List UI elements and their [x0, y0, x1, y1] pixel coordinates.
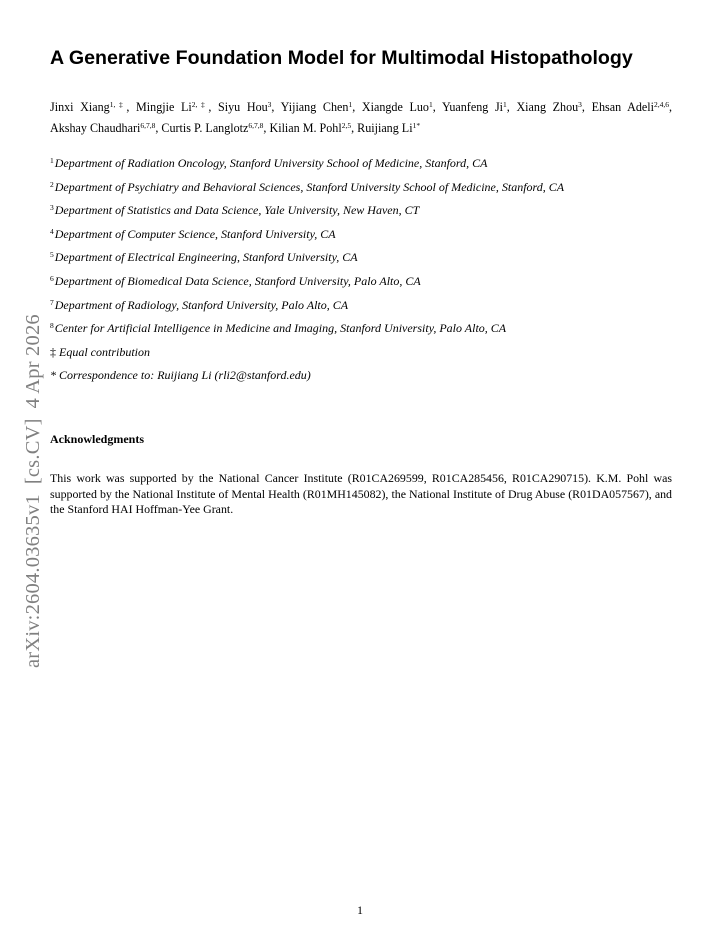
author-separator: , [155, 121, 162, 135]
author [50, 121, 155, 135]
author [442, 100, 507, 114]
author [592, 100, 669, 114]
affiliation-text: Department of Radiology, Stanford University, Palo Alto, CA [54, 297, 349, 312]
author-separator: , [432, 100, 442, 114]
arxiv-category: [cs.CV] [22, 418, 44, 485]
affiliation [50, 201, 680, 225]
author [362, 100, 433, 114]
page-number: 1 [357, 903, 363, 917]
affiliation-text: Department of Radiation Oncology, Stanford University School of Medicine, Stanford, CA [54, 156, 488, 170]
affiliation-number: 6 [50, 273, 54, 283]
affiliation-text: Center for Artificial Intelligence in Medicine and Imaging, Stanford University, Palo Alto, CA [54, 321, 507, 336]
author-name: Ehsan Adeli [591, 100, 654, 114]
author-affiliation-marker: 6,7,8 [248, 121, 264, 130]
author [50, 100, 126, 114]
author-name: Ruijiang Li [357, 121, 413, 135]
affiliation [50, 248, 680, 272]
author [269, 121, 351, 135]
correspondence-symbol: * [50, 368, 56, 383]
affiliation-number: 7 [50, 297, 54, 307]
author-affiliation-marker: 3 [267, 100, 272, 109]
correspondence-note [50, 366, 680, 390]
affiliation-text: Department of Psychiatry and Behavioral Sciences, Stanford University School of Medicine, Stanford, CA [54, 179, 565, 194]
author-affiliation-marker: 1* [412, 121, 421, 130]
affiliation-number: 1 [50, 156, 54, 165]
author [218, 100, 271, 114]
affiliation [50, 319, 680, 343]
acknowledgments-text: This work was supported by the National Cancer Institute (R01CA269599, R01CA285456, R01CA290715). K.M. Pohl was supported by the National Institute of Mental Health (R01MH145082), the National Institute of Drug Abuse (R01DA057567), and the Stanford HAI Hoffman-Yee Grant. [50, 471, 672, 517]
author-separator: , [581, 100, 592, 114]
author-name: Kilian M. Pohl [269, 121, 342, 135]
affiliation-number: 2 [50, 179, 54, 189]
affiliation [50, 296, 680, 320]
author-name: Yijiang Chen [280, 100, 349, 114]
author [357, 121, 420, 135]
author-name: Curtis P. Langlotz [161, 121, 249, 135]
author-name: Akshay Chaudhari [50, 121, 141, 135]
author-name: Siyu Hou [218, 100, 268, 114]
acknowledgments-heading: Acknowledgments [50, 432, 145, 446]
author [516, 100, 581, 114]
arxiv-id: arXiv:2604.03635v1 [22, 494, 44, 668]
author-name: Xiang Zhou [516, 100, 579, 114]
author-separator: , [263, 121, 270, 135]
author-separator: , [271, 100, 281, 114]
author-name: Jinxi Xiang [50, 100, 110, 114]
affiliation-number: 8 [50, 321, 54, 331]
affiliation-text: Department of Biomedical Data Science, Stanford University, Palo Alto, CA [54, 273, 421, 288]
affiliation-text: Department of Electrical Engineering, Stanford University, CA [54, 250, 358, 265]
affiliation [50, 272, 680, 296]
author-affiliation-marker: 1 [503, 100, 507, 109]
author-separator: , [208, 100, 219, 114]
affiliation-number: 5 [50, 250, 54, 260]
author-separator: , [351, 121, 358, 135]
affiliation-number: 3 [50, 203, 54, 213]
author-name: Mingjie Li [136, 100, 192, 114]
author-separator: , [126, 100, 137, 114]
author-affiliation-marker: 3 [578, 100, 582, 109]
author-separator: , [669, 100, 673, 114]
author-affiliation-marker: 2,‡ [191, 100, 209, 109]
author-affiliation-marker: 2,5 [341, 121, 352, 130]
affiliation-text: Department of Statistics and Data Science, Yale University, New Haven, CT [54, 203, 420, 218]
author-affiliation-marker: 1,‡ [109, 100, 127, 109]
affiliation [50, 225, 680, 249]
affiliation-list [50, 154, 680, 390]
affiliation [50, 154, 680, 178]
arxiv-stamp [22, 304, 45, 668]
author-list [50, 97, 672, 139]
affiliation [50, 178, 680, 202]
author-separator: , [506, 100, 517, 114]
author-affiliation-marker: 2,4,6 [654, 100, 669, 109]
author-name: Xiangde Luo [361, 100, 429, 114]
correspondence-text: Correspondence to: Ruijiang Li (rli2@stanford.edu) [59, 368, 311, 383]
equal-contribution-symbol: ‡ [50, 344, 56, 359]
author-name: Yuanfeng Ji [441, 100, 504, 114]
author [281, 100, 353, 114]
equal-contribution-note [50, 343, 680, 367]
arxiv-date: 4 Apr 2026 [22, 314, 44, 409]
affiliation-text: Department of Computer Science, Stanford University, CA [54, 226, 336, 241]
paper-title: A Generative Foundation Model for Multimodal Histopathology [50, 47, 633, 69]
author-affiliation-marker: 6,7,8 [140, 121, 156, 130]
author-affiliation-marker: 1 [428, 100, 433, 109]
author-separator: , [352, 100, 362, 114]
author [161, 121, 263, 135]
author-affiliation-marker: 1 [348, 100, 353, 109]
affiliation-number: 4 [50, 226, 54, 236]
author [136, 100, 208, 114]
equal-contribution-text: Equal contribution [59, 344, 150, 359]
